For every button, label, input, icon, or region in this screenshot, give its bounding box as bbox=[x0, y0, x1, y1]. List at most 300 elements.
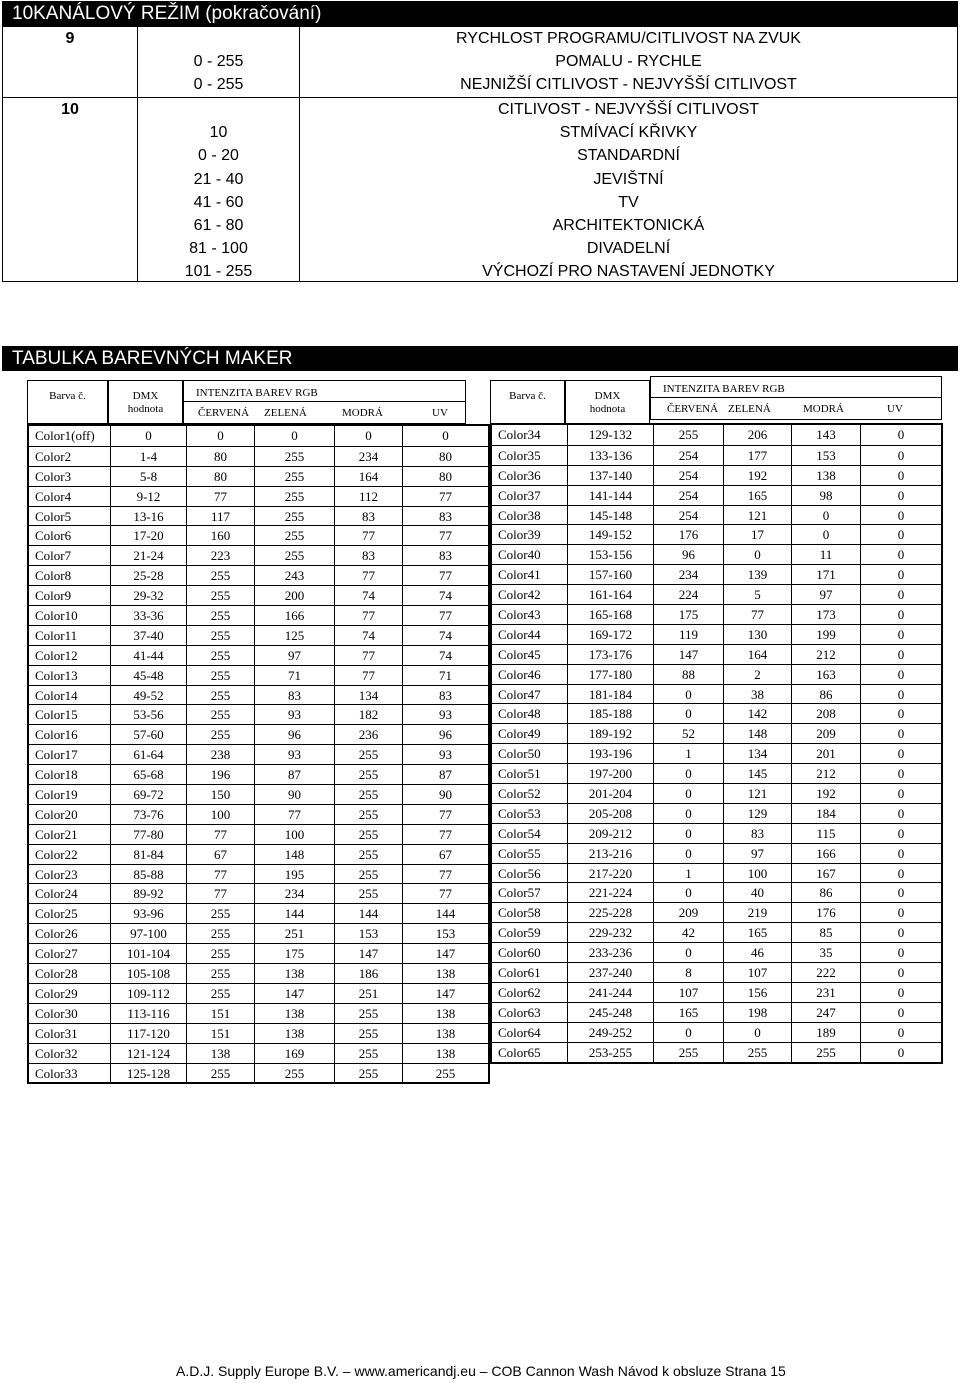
channel-description: STANDARDNÍ bbox=[577, 147, 680, 165]
table-row bbox=[492, 445, 941, 465]
green-value: 93 bbox=[254, 745, 334, 764]
uv-value: 74 bbox=[402, 586, 488, 605]
color-name: Color16 bbox=[35, 727, 78, 743]
table-row bbox=[492, 723, 941, 743]
blue-value: 166 bbox=[791, 844, 860, 863]
color-name: Color39 bbox=[498, 527, 541, 543]
blue-value: 209 bbox=[791, 724, 860, 743]
blue-value: 236 bbox=[334, 725, 402, 744]
blue-value: 143 bbox=[791, 425, 860, 445]
table-row bbox=[492, 942, 941, 962]
red-value: 117 bbox=[186, 507, 254, 526]
blue-value: 255 bbox=[334, 884, 402, 903]
dmx-range: 117-120 bbox=[110, 1024, 186, 1043]
header-barva-label: Barva č. bbox=[49, 390, 86, 402]
red-value: 165 bbox=[653, 1003, 723, 1022]
header-intensity-subrow bbox=[651, 397, 941, 420]
blue-value: 147 bbox=[334, 944, 402, 963]
color-name: Color10 bbox=[35, 608, 78, 624]
dmx-range: 105-108 bbox=[110, 964, 186, 983]
uv-value: 83 bbox=[402, 507, 488, 526]
channel-description: NEJNIŽŠÍ CITLIVOST - NEJVYŠŠÍ CITLIVOST bbox=[460, 76, 797, 94]
green-value: 145 bbox=[723, 764, 791, 783]
table-row bbox=[492, 604, 941, 624]
channel-description: TV bbox=[618, 193, 639, 211]
green-value: 96 bbox=[254, 725, 334, 744]
uv-value: 0 bbox=[860, 1023, 941, 1042]
green-value: 144 bbox=[254, 904, 334, 923]
dmx-range: 9-12 bbox=[110, 487, 186, 506]
blue-value: 212 bbox=[791, 645, 860, 664]
table-row bbox=[492, 982, 941, 1002]
table-row bbox=[29, 1023, 488, 1043]
green-value: 2 bbox=[723, 665, 791, 684]
table-row bbox=[29, 605, 488, 625]
color-name: Color49 bbox=[498, 726, 541, 742]
green-value: 71 bbox=[254, 666, 334, 685]
uv-value: 77 bbox=[402, 865, 488, 884]
red-value: 255 bbox=[186, 586, 254, 605]
blue-value: 98 bbox=[791, 486, 860, 505]
dmx-range: 41-44 bbox=[110, 646, 186, 665]
dmx-range: 169-172 bbox=[567, 625, 653, 644]
blue-value: 112 bbox=[334, 487, 402, 506]
green-value: 165 bbox=[723, 486, 791, 505]
table-row bbox=[29, 585, 488, 605]
header-intensity bbox=[650, 376, 942, 420]
color-table-body bbox=[27, 424, 490, 1084]
dmx-range: 149-152 bbox=[567, 525, 653, 544]
dmx-range: 53-56 bbox=[110, 705, 186, 724]
blue-value: 199 bbox=[791, 625, 860, 644]
red-value: 255 bbox=[186, 606, 254, 625]
red-value: 255 bbox=[186, 944, 254, 963]
red-value: 151 bbox=[186, 1004, 254, 1023]
uv-value: 138 bbox=[402, 964, 488, 983]
red-value: 96 bbox=[653, 545, 723, 564]
red-value: 88 bbox=[653, 665, 723, 684]
table-row bbox=[492, 763, 941, 783]
dmx-range: 173-176 bbox=[567, 645, 653, 664]
uv-value: 0 bbox=[860, 446, 941, 465]
red-value: 138 bbox=[186, 1044, 254, 1063]
red-value: 255 bbox=[186, 705, 254, 724]
green-value: 40 bbox=[723, 883, 791, 902]
channel-value: 10 bbox=[209, 124, 228, 142]
green-value: 0 bbox=[723, 545, 791, 564]
red-value: 255 bbox=[653, 1043, 723, 1062]
color-name: Color1(off) bbox=[35, 428, 95, 443]
table-row bbox=[492, 743, 941, 763]
header-barva bbox=[27, 380, 108, 424]
blue-value: 163 bbox=[791, 665, 860, 684]
table-row bbox=[29, 525, 488, 545]
blue-value: 83 bbox=[334, 546, 402, 565]
blue-value: 255 bbox=[334, 805, 402, 824]
dmx-range: 69-72 bbox=[110, 785, 186, 804]
table-row bbox=[29, 565, 488, 585]
red-value: 254 bbox=[653, 506, 723, 525]
table-row bbox=[29, 704, 488, 724]
blue-value: 184 bbox=[791, 804, 860, 823]
green-value: 255 bbox=[723, 1043, 791, 1062]
red-value: 8 bbox=[653, 963, 723, 982]
green-value: 139 bbox=[723, 565, 791, 584]
blue-value: 176 bbox=[791, 903, 860, 922]
green-value: 148 bbox=[723, 724, 791, 743]
section-title-color-macros: TABULKA BAREVNÝCH MAKER bbox=[2, 346, 958, 371]
table-row bbox=[29, 724, 488, 744]
blue-value: 86 bbox=[791, 685, 860, 704]
blue-value: 255 bbox=[334, 1004, 402, 1023]
uv-value: 0 bbox=[860, 665, 941, 684]
color-name: Color18 bbox=[35, 767, 78, 783]
table-row bbox=[492, 703, 941, 723]
green-value: 164 bbox=[723, 645, 791, 664]
color-name: Color31 bbox=[35, 1025, 78, 1041]
uv-value: 77 bbox=[402, 526, 488, 545]
color-name: Color53 bbox=[498, 805, 541, 821]
red-value: 255 bbox=[186, 566, 254, 585]
color-name: Color26 bbox=[35, 926, 78, 942]
uv-value: 74 bbox=[402, 626, 488, 645]
color-name: Color55 bbox=[498, 845, 541, 861]
dmx-range: 45-48 bbox=[110, 666, 186, 685]
channel-row bbox=[3, 237, 957, 260]
channel-group-10 bbox=[3, 97, 957, 283]
red-value: 0 bbox=[653, 685, 723, 704]
table-row bbox=[492, 882, 941, 902]
dmx-range: 193-196 bbox=[567, 744, 653, 763]
green-value: 17 bbox=[723, 525, 791, 544]
channel-value: 101 - 255 bbox=[184, 262, 253, 280]
color-name: Color9 bbox=[35, 588, 72, 604]
green-value: 255 bbox=[254, 507, 334, 526]
color-name: Color22 bbox=[35, 846, 78, 862]
channel-row bbox=[3, 191, 957, 214]
red-value: 0 bbox=[653, 883, 723, 902]
dmx-range: 189-192 bbox=[567, 724, 653, 743]
green-value: 83 bbox=[723, 824, 791, 843]
green-value: 255 bbox=[254, 546, 334, 565]
table-row bbox=[492, 962, 941, 982]
red-value: 0 bbox=[186, 426, 254, 446]
red-value: 77 bbox=[186, 487, 254, 506]
color-name: Color15 bbox=[35, 707, 78, 723]
green-value: 195 bbox=[254, 865, 334, 884]
color-name: Color33 bbox=[35, 1065, 78, 1081]
table-row bbox=[492, 863, 941, 883]
red-value: 0 bbox=[653, 764, 723, 783]
dmx-range: 1-4 bbox=[110, 447, 186, 466]
header-blue-label: MODRÁ bbox=[803, 403, 844, 415]
uv-value: 0 bbox=[860, 625, 941, 644]
blue-value: 255 bbox=[334, 745, 402, 764]
blue-value: 83 bbox=[334, 507, 402, 526]
color-name: Color57 bbox=[498, 885, 541, 901]
green-value: 255 bbox=[254, 447, 334, 466]
blue-value: 255 bbox=[334, 1024, 402, 1043]
header-barva bbox=[490, 380, 565, 424]
blue-value: 255 bbox=[334, 865, 402, 884]
red-value: 150 bbox=[186, 785, 254, 804]
blue-value: 11 bbox=[791, 545, 860, 564]
blue-value: 86 bbox=[791, 883, 860, 902]
dmx-range: 225-228 bbox=[567, 903, 653, 922]
header-intensity bbox=[183, 380, 466, 424]
color-name: Color11 bbox=[35, 627, 78, 643]
dmx-range: 13-16 bbox=[110, 507, 186, 526]
header-intensity-label: INTENZITA BAREV RGB bbox=[663, 383, 785, 395]
dmx-range: 253-255 bbox=[567, 1043, 653, 1062]
dmx-range: 153-156 bbox=[567, 545, 653, 564]
blue-value: 77 bbox=[334, 606, 402, 625]
table-row bbox=[492, 843, 941, 863]
channel-row bbox=[3, 144, 957, 167]
green-value: 200 bbox=[254, 586, 334, 605]
color-name: Color5 bbox=[35, 508, 72, 524]
uv-value: 0 bbox=[860, 903, 941, 922]
uv-value: 77 bbox=[402, 566, 488, 585]
table-row bbox=[492, 544, 941, 564]
dmx-range: 93-96 bbox=[110, 904, 186, 923]
color-name: Color62 bbox=[498, 984, 541, 1000]
channel-description: DIVADELNÍ bbox=[586, 239, 671, 257]
color-name: Color34 bbox=[498, 427, 541, 442]
table-row bbox=[29, 883, 488, 903]
header-dmx-label: DMX bbox=[132, 390, 159, 402]
green-value: 234 bbox=[254, 884, 334, 903]
table-row bbox=[29, 466, 488, 486]
uv-value: 0 bbox=[860, 1043, 941, 1062]
uv-value: 0 bbox=[860, 685, 941, 704]
table-row bbox=[492, 524, 941, 544]
dmx-range: 213-216 bbox=[567, 844, 653, 863]
table-row bbox=[492, 902, 941, 922]
color-name: Color2 bbox=[35, 448, 72, 464]
dmx-range: 121-124 bbox=[110, 1044, 186, 1063]
green-value: 130 bbox=[723, 625, 791, 644]
green-value: 192 bbox=[723, 466, 791, 485]
table-row bbox=[29, 685, 488, 705]
uv-value: 0 bbox=[860, 963, 941, 982]
green-value: 5 bbox=[723, 585, 791, 604]
channel-value: 81 - 100 bbox=[189, 239, 248, 257]
table-row bbox=[492, 425, 941, 445]
uv-value: 0 bbox=[860, 1003, 941, 1022]
blue-value: 153 bbox=[334, 924, 402, 943]
uv-value: 93 bbox=[402, 745, 488, 764]
table-row bbox=[492, 624, 941, 644]
blue-value: 0 bbox=[791, 525, 860, 544]
red-value: 77 bbox=[186, 865, 254, 884]
blue-value: 173 bbox=[791, 605, 860, 624]
dmx-range: 145-148 bbox=[567, 506, 653, 525]
green-value: 93 bbox=[254, 705, 334, 724]
color-name: Color58 bbox=[498, 905, 541, 921]
table-row bbox=[492, 465, 941, 485]
green-value: 243 bbox=[254, 566, 334, 585]
header-green-label: ZELENÁ bbox=[728, 403, 771, 415]
color-name: Color17 bbox=[35, 747, 78, 763]
dmx-range: 245-248 bbox=[567, 1003, 653, 1022]
table-row bbox=[29, 943, 488, 963]
green-value: 134 bbox=[723, 744, 791, 763]
blue-value: 255 bbox=[334, 785, 402, 804]
green-value: 77 bbox=[723, 605, 791, 624]
uv-value: 0 bbox=[860, 764, 941, 783]
blue-value: 212 bbox=[791, 764, 860, 783]
uv-value: 0 bbox=[860, 923, 941, 942]
color-name: Color54 bbox=[498, 825, 541, 841]
dmx-range: 57-60 bbox=[110, 725, 186, 744]
red-value: 255 bbox=[186, 686, 254, 705]
color-name: Color36 bbox=[498, 467, 541, 483]
red-value: 255 bbox=[653, 425, 723, 445]
blue-value: 138 bbox=[791, 466, 860, 485]
dmx-range: 185-188 bbox=[567, 704, 653, 723]
green-value: 125 bbox=[254, 626, 334, 645]
channel-group-9 bbox=[3, 27, 957, 96]
uv-value: 83 bbox=[402, 546, 488, 565]
channel-row bbox=[3, 98, 957, 121]
green-value: 138 bbox=[254, 1024, 334, 1043]
dmx-range: 25-28 bbox=[110, 566, 186, 585]
red-value: 1 bbox=[653, 744, 723, 763]
blue-value: 134 bbox=[334, 686, 402, 705]
green-value: 142 bbox=[723, 704, 791, 723]
color-name: Color35 bbox=[498, 447, 541, 463]
uv-value: 71 bbox=[402, 666, 488, 685]
red-value: 80 bbox=[186, 467, 254, 486]
header-uv-label: UV bbox=[887, 403, 903, 415]
green-value: 46 bbox=[723, 943, 791, 962]
table-row bbox=[29, 665, 488, 685]
red-value: 209 bbox=[653, 903, 723, 922]
uv-value: 0 bbox=[860, 983, 941, 1002]
red-value: 255 bbox=[186, 646, 254, 665]
uv-value: 0 bbox=[860, 804, 941, 823]
dmx-range: 221-224 bbox=[567, 883, 653, 902]
blue-value: 171 bbox=[791, 565, 860, 584]
color-name: Color43 bbox=[498, 607, 541, 623]
color-name: Color23 bbox=[35, 866, 78, 882]
uv-value: 0 bbox=[860, 784, 941, 803]
table-row bbox=[492, 1002, 941, 1022]
section-title-channel-mode: 10KANÁLOVÝ REŽIM (pokračování) bbox=[2, 1, 958, 26]
table-row bbox=[492, 505, 941, 525]
uv-value: 138 bbox=[402, 1024, 488, 1043]
green-value: 97 bbox=[723, 844, 791, 863]
header-blue-label: MODRÁ bbox=[342, 407, 383, 419]
dmx-range: 209-212 bbox=[567, 824, 653, 843]
uv-value: 255 bbox=[402, 1064, 488, 1083]
green-value: 83 bbox=[254, 686, 334, 705]
dmx-range: 101-104 bbox=[110, 944, 186, 963]
red-value: 255 bbox=[186, 666, 254, 685]
dmx-range: 205-208 bbox=[567, 804, 653, 823]
table-row bbox=[492, 823, 941, 843]
green-value: 148 bbox=[254, 845, 334, 864]
uv-value: 0 bbox=[402, 426, 488, 446]
blue-value: 192 bbox=[791, 784, 860, 803]
red-value: 0 bbox=[653, 804, 723, 823]
table-row bbox=[29, 844, 488, 864]
uv-value: 0 bbox=[860, 883, 941, 902]
channel-row bbox=[3, 121, 957, 144]
blue-value: 182 bbox=[334, 705, 402, 724]
dmx-range: 229-232 bbox=[567, 923, 653, 942]
dmx-range: 85-88 bbox=[110, 865, 186, 884]
header-intensity-label: INTENZITA BAREV RGB bbox=[196, 387, 318, 399]
blue-value: 77 bbox=[334, 646, 402, 665]
red-value: 77 bbox=[186, 884, 254, 903]
color-name: Color42 bbox=[498, 587, 541, 603]
dmx-range: 141-144 bbox=[567, 486, 653, 505]
blue-value: 247 bbox=[791, 1003, 860, 1022]
uv-value: 147 bbox=[402, 984, 488, 1003]
color-name: Color51 bbox=[498, 766, 541, 782]
blue-value: 234 bbox=[334, 447, 402, 466]
color-name: Color8 bbox=[35, 568, 72, 584]
blue-value: 97 bbox=[791, 585, 860, 604]
color-name: Color20 bbox=[35, 806, 78, 822]
red-value: 255 bbox=[186, 1064, 254, 1083]
uv-value: 138 bbox=[402, 1044, 488, 1063]
color-name: Color29 bbox=[35, 985, 78, 1001]
uv-value: 96 bbox=[402, 725, 488, 744]
color-name: Color24 bbox=[35, 886, 78, 902]
channel-row bbox=[3, 260, 957, 283]
header-intensity-subrow bbox=[184, 401, 465, 424]
dmx-range: 113-116 bbox=[110, 1004, 186, 1023]
uv-value: 80 bbox=[402, 447, 488, 466]
dmx-range: 21-24 bbox=[110, 546, 186, 565]
dmx-range: 29-32 bbox=[110, 586, 186, 605]
red-value: 52 bbox=[653, 724, 723, 743]
uv-value: 87 bbox=[402, 765, 488, 784]
dmx-range: 157-160 bbox=[567, 565, 653, 584]
table-row bbox=[492, 1022, 941, 1042]
uv-value: 77 bbox=[402, 805, 488, 824]
header-barva-label: Barva č. bbox=[509, 390, 546, 402]
channel-row bbox=[3, 50, 957, 73]
green-value: 255 bbox=[254, 467, 334, 486]
green-value: 166 bbox=[254, 606, 334, 625]
green-value: 177 bbox=[723, 446, 791, 465]
dmx-range: 161-164 bbox=[567, 585, 653, 604]
red-value: 107 bbox=[653, 983, 723, 1002]
color-name: Color25 bbox=[35, 906, 78, 922]
table-row bbox=[29, 1003, 488, 1023]
red-value: 119 bbox=[653, 625, 723, 644]
dmx-range: 5-8 bbox=[110, 467, 186, 486]
blue-value: 251 bbox=[334, 984, 402, 1003]
channel-row bbox=[3, 214, 957, 237]
uv-value: 93 bbox=[402, 705, 488, 724]
header-dmx bbox=[565, 380, 650, 424]
channel-number: 10 bbox=[61, 101, 79, 119]
uv-value: 83 bbox=[402, 686, 488, 705]
channel-value: 0 - 255 bbox=[193, 76, 244, 94]
table-row bbox=[29, 506, 488, 526]
color-name: Color28 bbox=[35, 966, 78, 982]
uv-value: 74 bbox=[402, 646, 488, 665]
green-value: 97 bbox=[254, 646, 334, 665]
red-value: 176 bbox=[653, 525, 723, 544]
table-row bbox=[492, 644, 941, 664]
green-value: 107 bbox=[723, 963, 791, 982]
